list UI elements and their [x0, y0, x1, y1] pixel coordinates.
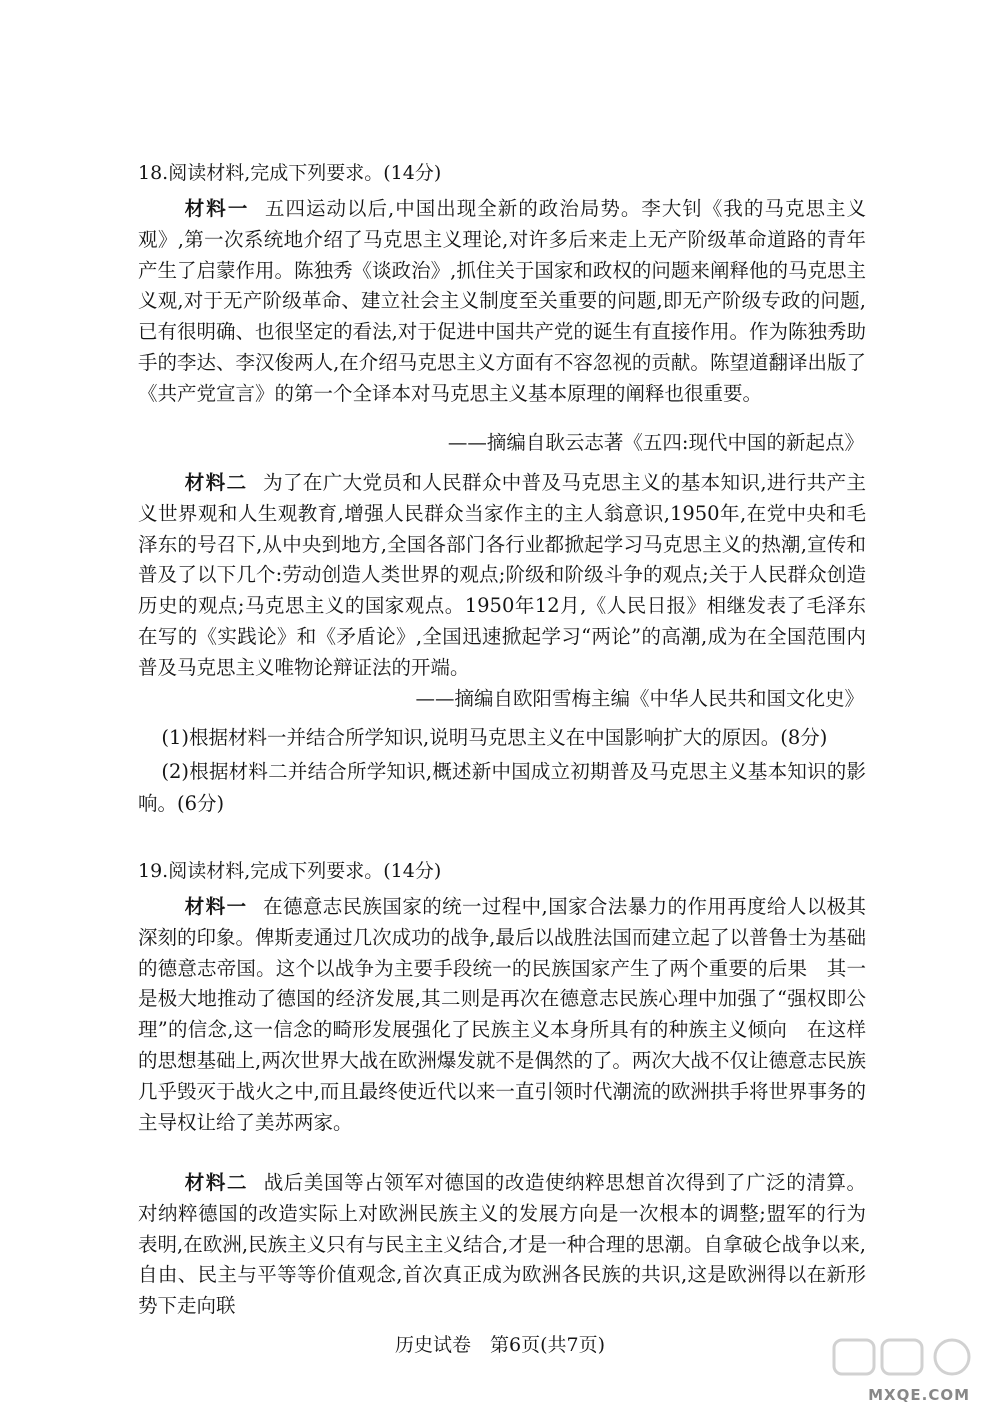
q18-material-1: [138, 194, 866, 410]
q18-material-2-source: ——摘编自欧阳雪梅主编《中华人民共和国文化史》: [415, 687, 864, 710]
page-footer: 历史试卷 第6页(共7页): [394, 1334, 605, 1356]
q19-material-1-label: 材料一: [184, 895, 248, 918]
question-19-title: 19.阅读材料,完成下列要求。(14分): [138, 860, 442, 882]
q18-material-2-label: 材料二: [184, 471, 248, 494]
q19-material-2-label: 材料二: [184, 1171, 249, 1194]
watermark-text: MXQE.COM: [868, 1386, 970, 1404]
q18-material-1-source: ——摘编自耿云志著《五四:现代中国的新起点》: [447, 431, 864, 454]
q19-material-2: [138, 1168, 866, 1322]
q18-material-2: [138, 468, 866, 684]
q19-material-1-text: 在德意志民族国家的统一过程中,国家合法暴力的作用再度给人以极其深刻的印象。俾斯麦通过几次成功的战争,最后以战胜法国而建立起了以普鲁士为基础的德意志帝国。这个以战争为主要手段统一的民族国家产生了两个重要的后果 其一是极大地推动了德国的经济发展,其二则是再次在德意志民族心理中加强了“强权即公理”的信念,这一信念的畸形发展强化了民族主义本身所具有的种族主义倾向 在这样的思想基础上,两次世界大战在欧洲爆发就不是偶然的了。两次大战不仅让德意志民族几乎毁灭于战火之中,而且最终使近代以来一直引领时代潮流的欧洲拱手将世界事务的主导权让给了美苏两家。: [138, 895, 866, 1134]
q18-material-1-text: 五四运动以后,中国出现全新的政治局势。李大钊《我的马克思主义观》,第一次系统地介绍了马克思主义理论,对许多后来走上无产阶级革命道路的青年产生了启蒙作用。陈独秀《谈政治》,抓住关于国家和政权的问题来阐释他的马克思主义观,对于无产阶级革命、建立社会主义制度至关重要的问题,即无产阶级专政的问题,已有很明确、也很坚定的看法,对于促进中国共产党的诞生有直接作用。作为陈独秀助手的李达、李汉俊两人,在介绍马克思主义方面有不容忽视的贡献。陈望道翻译出版了《共产党宣言》的第一个全译本对马克思主义基本原理的阐释也很重要。: [138, 197, 866, 405]
q18-task-1: (1)根据材料一并结合所学知识,说明马克思主义在中国影响扩大的原因。(8分): [161, 726, 828, 749]
q18-task-2: (2)根据材料二并结合所学知识,概述新中国成立初期普及马克思主义基本知识的影响。(6分): [138, 760, 866, 815]
q19-material-1: [138, 892, 866, 1138]
q18-material-1-label: 材料一: [184, 197, 250, 220]
question-18-title: 18.阅读材料,完成下列要求。(14分): [138, 162, 442, 184]
q19-material-2-text: 战后美国等占领军对德国的改造使纳粹思想首次得到了广泛的清算。对纳粹德国的改造实际上对欧洲民族主义的发展方向是一次根本的调整;盟军的行为表明,在欧洲,民族主义只有与民主主义结合,才是一种合理的思潮。自拿破仑战争以来,自由、民主与平等等价值观念,首次真正成为欧洲各民族的共识,这是欧洲得以在新形势下走向联: [138, 1171, 866, 1318]
q18-material-2-text: 为了在广大党员和人民群众中普及马克思主义的基本知识,进行共产主义世界观和人生观教育,增强人民群众当家作主的主人翁意识,1950年,在党中央和毛泽东的号召下,从中央到地方,全国各部门各行业都掀起学习马克思主义的热潮,宣传和普及了以下几个:劳动创造人类世界的观点;阶级和阶级斗争的观点;关于人民群众创造历史的观点;马克思主义的国家观点。1950年12月,《人民日报》相继发表了毛泽东在写的《实践论》和《矛盾论》,全国迅速掀起学习“两论”的高潮,成为在全国范围内普及马克思主义唯物论辩证法的开端。: [138, 471, 866, 679]
